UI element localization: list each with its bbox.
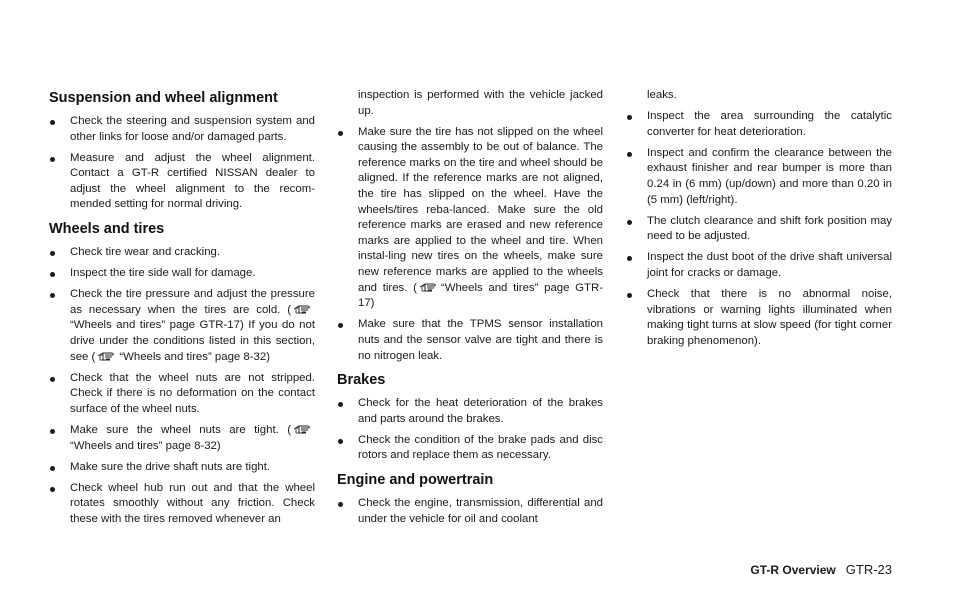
list-wheels-tires [49, 245, 315, 528]
list-item: Check wheel hub run out and that the wheel rotates smoothly without any friction. Check these with the tires removed whenever an [49, 481, 315, 528]
list-wheels-tires-cont [337, 88, 603, 364]
bullet-icon [338, 439, 343, 444]
list-item: Measure and adjust the wheel alignment. Contact a GT-R certified NISSAN dealer to adjust the wheel alignment to the recom-mended setting for normal driving. [49, 151, 315, 213]
bullet-icon [50, 251, 55, 256]
list-item: Inspect the tire side wall for damage. [49, 266, 315, 282]
heading-engine-powertrain: Engine and powertrain [337, 471, 494, 488]
heading-brakes: Brakes [337, 372, 386, 389]
list-item-continued: inspection is performed with the vehicle jacked up. [358, 89, 603, 117]
list-item: The clutch clearance and shift fork position may need to be adjusted. [626, 214, 892, 245]
list-item: Check the engine, transmission, differential and under the vehicle for oil and coolant [337, 496, 603, 527]
bullet-icon [627, 220, 632, 225]
list-item: Check tire wear and cracking. [49, 245, 315, 261]
list-engine-powertrain-cont [626, 88, 892, 349]
bullet-icon [50, 377, 55, 382]
list-item: Inspect the area surrounding the catalytic converter for heat deterioration. [626, 109, 892, 140]
bullet-icon [50, 120, 55, 125]
list-suspension [49, 114, 315, 213]
bullet-icon [50, 466, 55, 471]
reference-hand-icon [293, 423, 313, 435]
bullet-icon [50, 157, 55, 162]
list-item: Inspect and confirm the clearance between the exhaust finisher and rear bumper is more than 0.24 in (6 mm) (up/down) and more than 0.20 in (5 mm) (left/right). [626, 146, 892, 208]
bullet-icon [627, 115, 632, 120]
heading-wheels-tires: Wheels and tires [49, 221, 165, 238]
list-brakes [337, 396, 603, 464]
footer-section-name: GT-R Overview [750, 563, 836, 577]
list-item-continued: leaks. [647, 89, 677, 101]
list-item: Inspect the dust boot of the drive shaft universal joint for cracks or damage. [626, 250, 892, 281]
bullet-icon [50, 487, 55, 492]
bullet-icon [627, 256, 632, 261]
list-item: Check the tire pressure and adjust the pressure as necessary when the tires are cold. ( “Wheels and tires” page GTR-17) If you do not drive under the conditions listed in this section, see ( “Wheels and tires” page 8-32) [49, 287, 315, 365]
bullet-icon [50, 272, 55, 277]
list-item: Make sure the tire has not slipped on the wheel causing the assembly to be out of balance. The reference marks on the tire and wheel should be aligned. If the reference marks are not aligned, the tire has slipped on the wheel. Have the wheels/tires reba-lanced. Make sure the old reference marks are erased and new reference marks are applied to the wheel and tire. When instal-ling new tires on the wheels, make sure new reference marks are applied to the wheels and tires. ( “Wheels and tires” page GTR-17) [337, 125, 603, 312]
bullet-icon [338, 323, 343, 328]
reference-hand-icon [97, 350, 117, 362]
list-item: Make sure the wheel nuts are tight. ( “Wheels and tires” page 8-32) [49, 423, 315, 454]
page-footer [750, 562, 892, 577]
list-item: Check the condition of the brake pads and disc rotors and replace them as necessary. [337, 433, 603, 464]
bullet-icon [338, 502, 343, 507]
column-left [49, 88, 315, 533]
list-item: Check the steering and suspension system and other links for loose and/or damaged parts. [49, 114, 315, 145]
list-item: Check for the heat deterioration of the brakes and parts around the brakes. [337, 396, 603, 427]
bullet-icon [50, 429, 55, 434]
bullet-icon [338, 402, 343, 407]
bullet-icon [627, 293, 632, 298]
heading-suspension: Suspension and wheel alignment [49, 90, 278, 106]
list-item: Make sure that the TPMS sensor installation nuts and the sensor valve are tight and there is no nitrogen leak. [337, 317, 603, 364]
list-item: Check that the wheel nuts are not stripped. Check if there is no deformation on the contact surface of the wheel nuts. [49, 371, 315, 418]
reference-hand-icon [419, 281, 439, 293]
list-engine-powertrain [337, 496, 603, 527]
bullet-icon [50, 293, 55, 298]
reference-hand-icon [293, 303, 313, 315]
list-item: Check that there is no abnormal noise, vibrations or warning lights illuminated when making tight turns at slow speed (for tight corner braking phenomenon). [626, 287, 892, 349]
list-item: Make sure the drive shaft nuts are tight. [49, 460, 315, 476]
column-middle [337, 88, 603, 533]
bullet-icon [338, 131, 343, 136]
bullet-icon [627, 152, 632, 157]
column-right [626, 88, 892, 355]
page-number: GTR-23 [845, 562, 892, 577]
